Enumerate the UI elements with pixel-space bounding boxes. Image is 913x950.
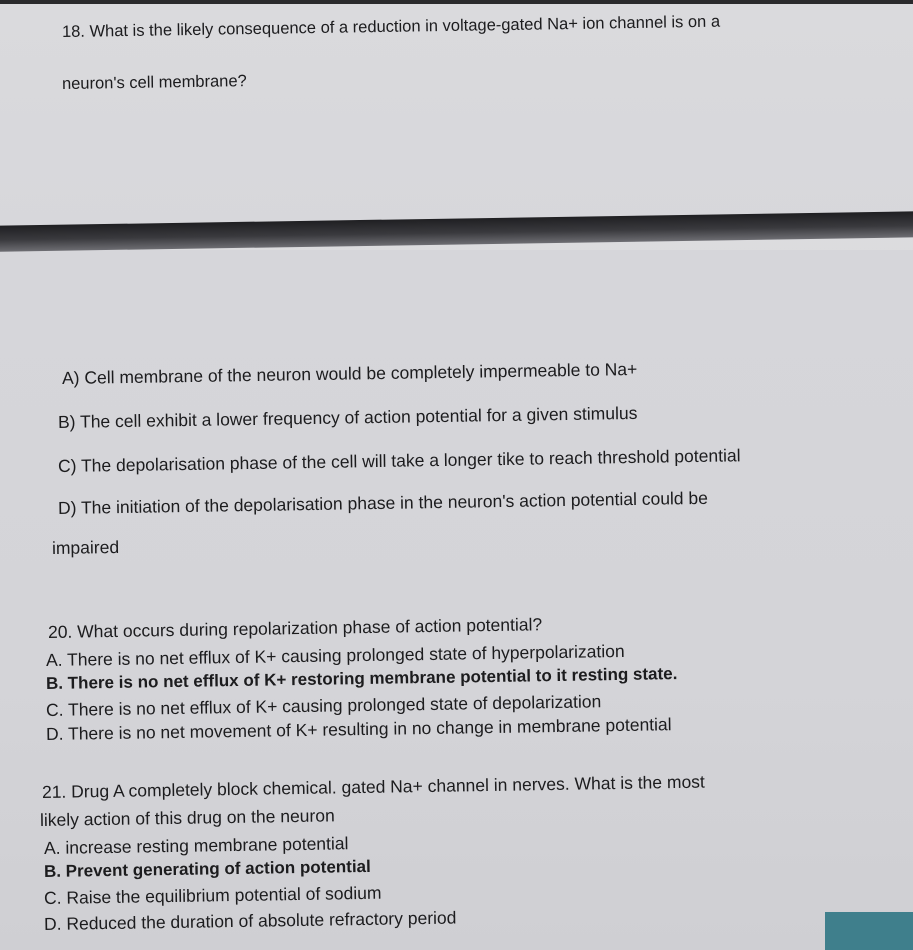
question-18-option-d-line2: impaired	[51, 536, 120, 558]
question-21-option-d: D. Reduced the duration of absolute refractory period	[43, 907, 457, 934]
question-21-stem-line1: 21. Drug A completely block chemical. gated Na+ channel in nerves. What is the most	[41, 771, 705, 802]
question-21-stem-line2: likely action of this drug on the neuron	[39, 805, 335, 830]
question-21-option-a: A. increase resting membrane potential	[43, 833, 349, 858]
question-18-option-c: C) The depolarisation phase of the cell will take a longer tike to reach threshold potential	[57, 445, 741, 476]
corner-object	[825, 912, 913, 950]
top-edge-shadow	[0, 0, 913, 4]
question-18-stem-line2: neuron's cell membrane?	[61, 72, 247, 93]
question-18-option-b: B) The cell exhibit a lower frequency of action potential for a given stimulus	[57, 402, 638, 432]
question-20-stem: 20. What occurs during repolarization phase of action potential?	[47, 614, 543, 642]
question-21-option-b: B. Prevent generating of action potential	[43, 856, 371, 881]
question-18-stem-line1: 18. What is the likely consequence of a reduction in voltage-gated Na+ ion channel is on a	[61, 12, 721, 41]
question-18-option-d-line1: D) The initiation of the depolarisation phase in the neuron's action potential could be	[57, 487, 709, 518]
question-20-option-a: A. There is no net efflux of K+ causing prolonged state of hyperpolarization	[45, 640, 625, 670]
question-20-option-b: B. There is no net efflux of K+ restoring membrane potential to it resting state.	[45, 664, 678, 693]
question-20-option-d: D. There is no net movement of K+ resulting in no change in membrane potential	[45, 714, 672, 744]
question-20-option-c: C. There is no net efflux of K+ causing prolonged state of depolarization	[45, 691, 602, 720]
question-18-option-a: A) Cell membrane of the neuron would be completely impermeable to Na+	[61, 358, 638, 388]
question-21-option-c: C. Raise the equilibrium potential of sodium	[43, 882, 382, 908]
